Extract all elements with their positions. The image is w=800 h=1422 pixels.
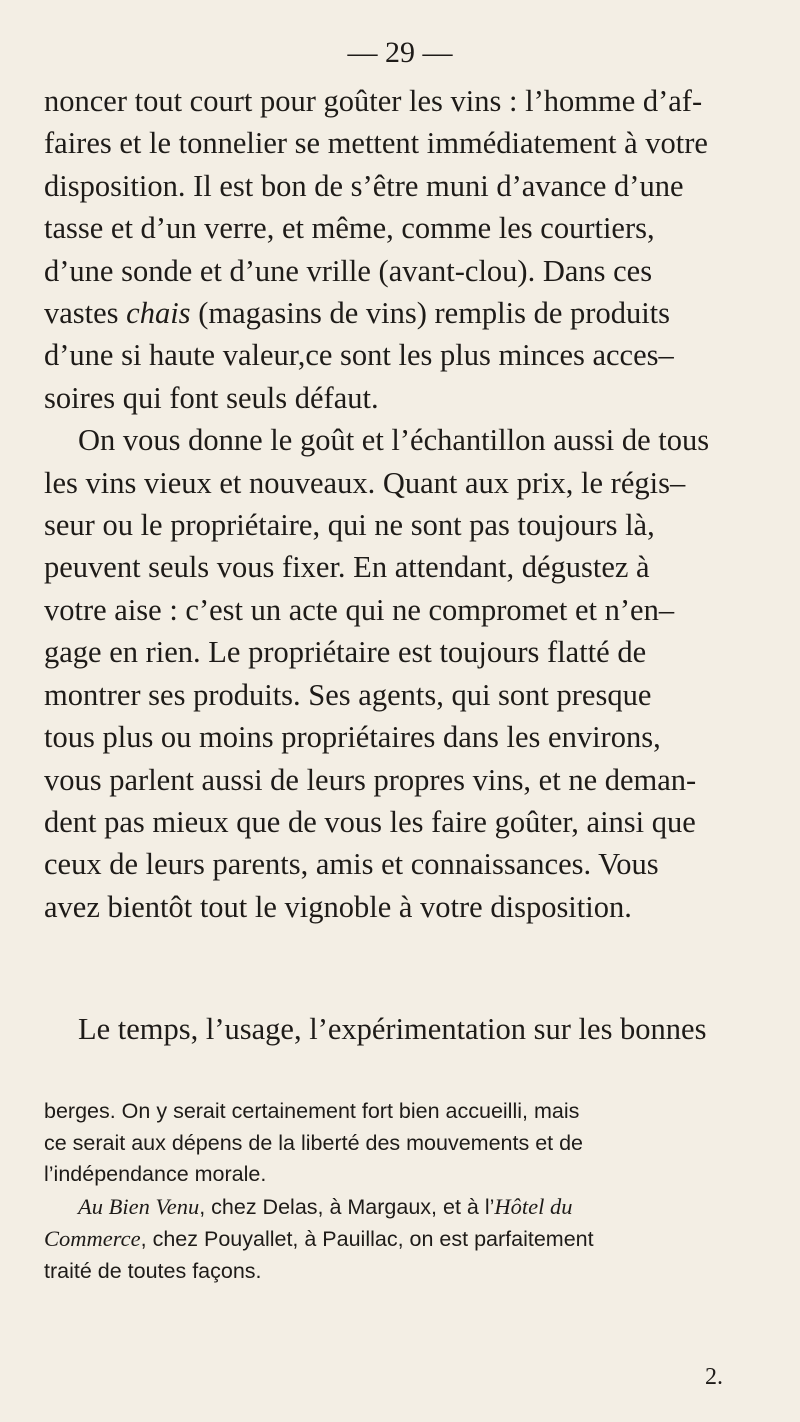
text-fragment: , chez Pouyallet, à Pauillac, on est parfaitement [140, 1227, 594, 1251]
text-line: peuvent seuls vous fixer. En attendant, dégustez à [44, 550, 650, 585]
text-line: seur ou le propriétaire, qui ne sont pas toujours là, [44, 508, 655, 543]
footnote-line [44, 1223, 750, 1256]
text-line: faires et le tonnelier se mettent immédiatement à votre [44, 126, 708, 161]
text-line: disposition. Il est bon de s’être muni d’avance d’une [44, 168, 684, 203]
footnote-line: l’indépendance morale. [44, 1162, 267, 1186]
italic-place: Commerce [44, 1226, 141, 1251]
text-line: les vins vieux et nouveaux. Quant aux prix, le régis– [44, 465, 686, 500]
text-line: vous parlent aussi de leurs propres vins, et ne deman- [44, 762, 697, 797]
italic-place: Au Bien Venu [78, 1193, 200, 1219]
footnote-line: ce serait aux dépens de la liberté des mouvements et de [44, 1130, 584, 1155]
text-line: avez bientôt tout le vignoble à votre disposition. [44, 889, 632, 924]
text-fragment: , chez Delas, à Margaux, et à l’ [199, 1194, 495, 1219]
text-line: d’une sonde et d’une vrille (avant-clou). Dans ces [44, 253, 653, 288]
text-line: On vous donne le goût et l’échantillon aussi de tous [78, 423, 710, 458]
text-line: tous plus ou moins propriétaires dans les environs, [44, 720, 661, 755]
text-fragment: (magasins de vins) remplis de produits [190, 296, 671, 331]
footnote [44, 1096, 750, 1287]
continued-paragraph [44, 1008, 750, 1050]
italic-word: chais [126, 296, 191, 331]
main-text [44, 80, 750, 928]
text-line: tasse et d’un verre, et même, comme les courtiers, [44, 211, 655, 246]
footnote-line [44, 1191, 750, 1224]
italic-place: Hôtel du [494, 1193, 573, 1219]
footnote-line: berges. On y serait certainement fort bien accueilli, mais [44, 1099, 580, 1123]
text-fragment: vastes [44, 296, 127, 331]
text-line: ceux de leurs parents, amis et connaissances. Vous [44, 847, 659, 882]
text-line [44, 292, 750, 334]
text-line: noncer tout court pour goûter les vins : l’homme d’af- [44, 84, 703, 118]
page-number: — 29 — [347, 36, 453, 69]
text-line: dent pas mieux que de vous les faire goûter, ainsi que [44, 804, 696, 839]
footnote-line: traité de toutes façons. [44, 1258, 262, 1283]
signature-mark: 2. [705, 1364, 723, 1390]
text-line: votre aise : c’est un acte qui ne compromet et n’en– [44, 592, 675, 627]
text-line: montrer ses produits. Ses agents, qui sont presque [44, 677, 652, 712]
text-line: d’une si haute valeur,ce sont les plus minces acces– [44, 338, 674, 373]
text-line: gage en rien. Le propriétaire est toujours flatté de [44, 635, 647, 670]
text-line: soires qui font seuls défaut. [44, 380, 379, 415]
text-line: Le temps, l’usage, l’expérimentation sur les bonnes [78, 1012, 707, 1046]
